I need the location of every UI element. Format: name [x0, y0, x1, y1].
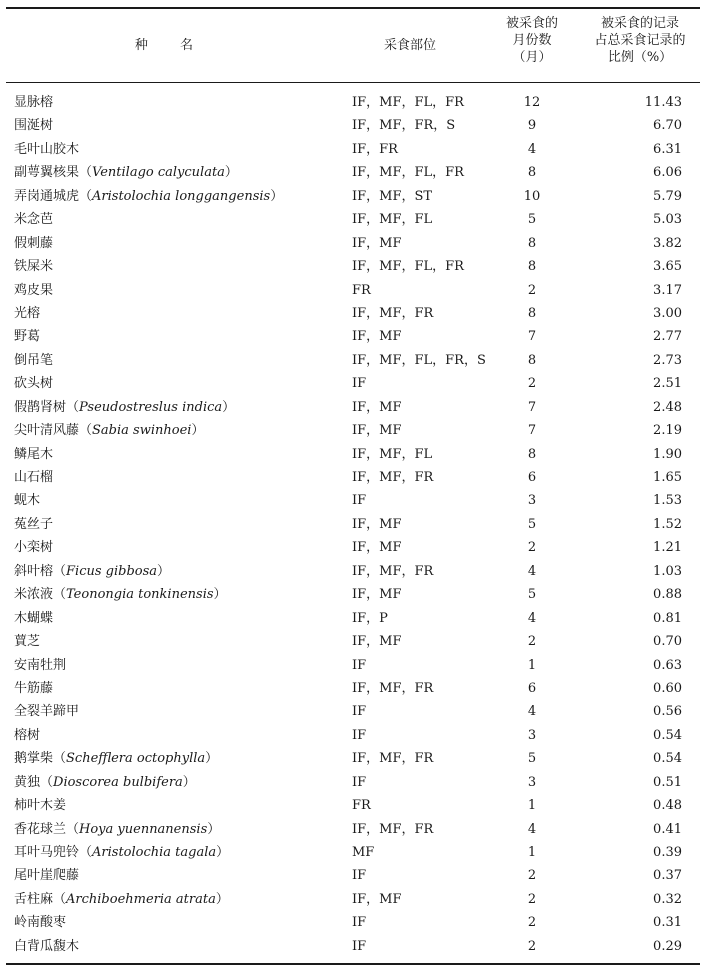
- species-chinese-name: 米念芭: [14, 212, 54, 228]
- record-ratio: 6.70: [653, 118, 682, 134]
- species-latin-name: Hoya yuennanensis: [79, 821, 208, 837]
- species-chinese-name: 安南牡荆: [14, 657, 67, 673]
- months-count: 1: [527, 845, 537, 860]
- table-row: [0, 372, 708, 395]
- bottom-rule: [6, 963, 700, 965]
- months-count: 7: [527, 399, 537, 415]
- species-chinese-name: 尖叶清风藤（: [14, 423, 93, 439]
- record-ratio: 3.82: [653, 235, 682, 251]
- table-row: [0, 560, 708, 583]
- species-chinese-name: 黄独（: [14, 774, 54, 790]
- months-count: 8: [527, 352, 537, 368]
- months-count: 7: [527, 423, 537, 439]
- species-latin-name: Pseudostreslus indica: [79, 399, 223, 415]
- feeding-parts: IF，MF: [352, 891, 402, 907]
- species-name: [14, 255, 53, 278]
- feeding-parts: IF，MF，FR: [352, 305, 434, 321]
- months-count: 7: [527, 329, 537, 345]
- table-row: [0, 677, 708, 700]
- record-ratio: 1.65: [653, 470, 682, 485]
- months-count: 4: [527, 141, 537, 157]
- species-name: [14, 443, 53, 466]
- feeding-parts: IF: [352, 704, 367, 720]
- months-count: 8: [527, 305, 537, 321]
- record-ratio: 0.63: [653, 657, 682, 673]
- feeding-parts: IF，MF: [352, 587, 402, 603]
- feeding-parts: IF，MF，FR，S: [352, 118, 456, 134]
- species-name-close-paren: ）: [270, 188, 284, 204]
- record-ratio: 0.81: [653, 610, 682, 626]
- months-count: 2: [527, 634, 537, 650]
- table-row: [0, 208, 708, 231]
- record-ratio: 0.37: [653, 868, 682, 884]
- header-months-line: （月）: [512, 50, 552, 65]
- feeding-parts: IF，MF: [352, 423, 402, 439]
- months-count: 5: [527, 516, 537, 532]
- months-count: 6: [527, 680, 537, 696]
- species-chinese-name: 木蝴蝶: [14, 610, 54, 626]
- species-name: [14, 372, 53, 395]
- feeding-parts: IF: [352, 938, 367, 954]
- feeding-parts: IF，MF，ST: [352, 188, 433, 204]
- species-chinese-name: 榕树: [14, 727, 41, 743]
- species-chinese-name: 鳞尾木: [14, 446, 54, 462]
- feeding-parts: MF: [352, 845, 375, 860]
- header-species-name: 种 名: [134, 38, 208, 53]
- feeding-parts: IF，FR: [352, 141, 398, 157]
- species-name: [14, 677, 53, 700]
- species-latin-name: Dioscorea bulbifera: [53, 774, 183, 790]
- species-chinese-name: 铁屎米: [14, 259, 54, 275]
- species-chinese-name: 舌柱麻（: [14, 891, 67, 907]
- feeding-parts: IF，MF: [352, 329, 402, 345]
- table-row: [0, 864, 708, 887]
- months-count: 2: [527, 891, 537, 907]
- species-name: [14, 771, 196, 794]
- months-count: 3: [527, 493, 537, 509]
- months-count: 5: [527, 587, 537, 603]
- species-name: [14, 911, 66, 934]
- record-ratio: 0.70: [653, 634, 682, 650]
- record-ratio: 0.51: [653, 774, 682, 790]
- table-row: [0, 232, 708, 255]
- species-chinese-name: 假鹊肾树（: [14, 399, 80, 415]
- species-name-close-paren: ）: [213, 587, 227, 603]
- table-row: [0, 888, 708, 911]
- feeding-parts: FR: [352, 282, 371, 298]
- species-latin-name: Teonongia tonkinensis: [66, 587, 214, 603]
- species-chinese-name: 尾叶崖爬藤: [14, 868, 80, 884]
- species-name: [14, 302, 40, 325]
- months-count: 8: [527, 165, 537, 181]
- months-count: 10: [523, 188, 541, 204]
- species-name-close-paren: ）: [216, 845, 230, 860]
- species-name: [14, 279, 53, 302]
- species-name: [14, 161, 238, 184]
- header-ratio: [580, 15, 700, 66]
- months-count: 4: [527, 610, 537, 626]
- record-ratio: 5.03: [653, 212, 682, 228]
- table-row: [0, 513, 708, 536]
- feeding-parts: IF，MF，FR: [352, 470, 434, 485]
- months-count: 2: [527, 915, 537, 931]
- table-row: [0, 302, 708, 325]
- record-ratio: 0.41: [653, 821, 682, 837]
- species-name-close-paren: ）: [205, 751, 219, 767]
- species-chinese-name: 菟丝子: [14, 516, 54, 532]
- feeding-parts: IF，MF: [352, 235, 402, 251]
- species-chinese-name: 牛筋藤: [14, 680, 54, 696]
- species-latin-name: Ventilago calyculata: [92, 165, 225, 181]
- species-chinese-name: 米浓液（: [14, 587, 67, 603]
- table-row: [0, 794, 708, 817]
- species-chinese-name: 蚬木: [14, 493, 41, 509]
- species-name: [14, 419, 204, 442]
- species-latin-name: Aristolochia tagala: [92, 845, 217, 860]
- feeding-parts: IF，MF，FL，FR: [352, 165, 464, 181]
- feeding-parts: IF，MF，FR: [352, 751, 434, 767]
- feeding-parts: IF: [352, 915, 367, 931]
- months-count: 2: [527, 376, 537, 392]
- feeding-parts: IF: [352, 727, 367, 743]
- record-ratio: 0.56: [653, 704, 682, 720]
- record-ratio: 0.32: [653, 891, 682, 907]
- months-count: 2: [527, 540, 537, 556]
- table-row: [0, 161, 708, 184]
- species-name: [14, 794, 66, 817]
- months-count: 8: [527, 446, 537, 462]
- species-chinese-name: 弄岗通城虎（: [14, 188, 93, 204]
- species-name: [14, 583, 227, 606]
- species-chinese-name: 围涎树: [14, 118, 54, 134]
- feeding-parts: FR: [352, 798, 371, 814]
- species-chinese-name: 鸡皮果: [14, 282, 54, 298]
- species-latin-name: Sabia swinhoei: [92, 423, 192, 439]
- species-name: [14, 138, 79, 161]
- header-months: [484, 15, 580, 66]
- species-name-close-paren: ）: [224, 165, 238, 181]
- species-latin-name: Aristolochia longgangensis: [92, 188, 271, 204]
- table-row: [0, 443, 708, 466]
- months-count: 2: [527, 938, 537, 954]
- record-ratio: 1.21: [653, 540, 682, 556]
- feeding-parts: IF，MF，FR: [352, 563, 434, 579]
- species-name: [14, 724, 40, 747]
- record-ratio: 3.17: [653, 282, 682, 298]
- species-chinese-name: 斜叶榕（: [14, 563, 67, 579]
- record-ratio: 0.60: [653, 680, 682, 696]
- record-ratio: 0.54: [653, 751, 682, 767]
- species-chinese-name: 砍头树: [14, 376, 54, 392]
- feeding-parts: IF，MF，FR: [352, 680, 434, 696]
- feeding-parts: IF，P: [352, 610, 388, 626]
- months-count: 2: [527, 868, 537, 884]
- record-ratio: 1.03: [653, 563, 682, 579]
- species-name: [14, 560, 170, 583]
- record-ratio: 2.51: [653, 376, 682, 392]
- species-name: [14, 888, 229, 911]
- record-ratio: 6.31: [653, 141, 682, 157]
- species-name: [14, 935, 79, 958]
- species-name: [14, 700, 79, 723]
- months-count: 9: [527, 118, 537, 134]
- table-row: [0, 654, 708, 677]
- species-name: [14, 654, 66, 677]
- species-name-close-paren: ）: [207, 821, 221, 837]
- table-row: [0, 935, 708, 958]
- feeding-parts: IF，MF，FL，FR: [352, 95, 464, 110]
- feeding-parts: IF: [352, 376, 367, 392]
- months-count: 1: [527, 657, 537, 673]
- header-ratio-line: 占总采食记录的: [594, 33, 686, 48]
- species-chinese-name: 假刺藤: [14, 235, 54, 251]
- months-count: 6: [527, 470, 537, 485]
- species-name: [14, 513, 53, 536]
- feeding-parts: IF，MF: [352, 399, 402, 415]
- species-latin-name: Schefflera octophylla: [66, 751, 206, 767]
- feeding-parts: IF，MF，FL: [352, 212, 433, 228]
- table-row: [0, 841, 708, 864]
- table-row: [0, 396, 708, 419]
- feeding-parts: IF: [352, 868, 367, 884]
- months-count: 5: [527, 751, 537, 767]
- species-name: [14, 489, 40, 512]
- months-count: 4: [527, 704, 537, 720]
- record-ratio: 0.39: [653, 845, 682, 860]
- feeding-parts: IF，MF: [352, 516, 402, 532]
- months-count: 2: [527, 282, 537, 298]
- table-row: [0, 489, 708, 512]
- species-latin-name: Archiboehmeria atrata: [66, 891, 216, 907]
- table-row: [0, 536, 708, 559]
- table-row: [0, 91, 708, 114]
- header-ratio-line: 被采食的记录: [600, 16, 679, 31]
- species-chinese-name: 小栾树: [14, 540, 54, 556]
- feeding-parts: IF，MF: [352, 634, 402, 650]
- record-ratio: 1.52: [653, 516, 682, 532]
- record-ratio: 0.29: [653, 938, 682, 954]
- table-body: [0, 91, 708, 958]
- record-ratio: 1.90: [653, 446, 682, 462]
- species-name: [14, 841, 229, 864]
- record-ratio: 3.00: [653, 305, 682, 321]
- species-name: [14, 232, 53, 255]
- feeding-parts: IF，MF，FL，FR，S: [352, 352, 486, 368]
- table-row: [0, 724, 708, 747]
- species-chinese-name: 岭南酸枣: [14, 915, 67, 931]
- species-chinese-name: 柿叶木姜: [14, 798, 67, 814]
- species-chinese-name: 全裂羊蹄甲: [14, 704, 80, 720]
- species-chinese-name: 野葛: [14, 329, 41, 345]
- species-chinese-name: 蕒芝: [14, 634, 41, 650]
- species-chinese-name: 倒吊笔: [14, 352, 54, 368]
- species-name: [14, 466, 53, 489]
- top-rule: [6, 7, 700, 9]
- table-row: [0, 279, 708, 302]
- species-chinese-name: 光榕: [14, 305, 41, 321]
- months-count: 4: [527, 821, 537, 837]
- table-row: [0, 466, 708, 489]
- species-name: [14, 536, 53, 559]
- header-ratio-line: 比例（%）: [607, 50, 673, 65]
- species-name-close-paren: ）: [215, 891, 229, 907]
- months-count: 8: [527, 259, 537, 275]
- species-chinese-name: 白背瓜馥木: [14, 938, 80, 954]
- header-feeding-parts: 采食部位: [383, 38, 436, 53]
- table-row: [0, 419, 708, 442]
- header-rule: [6, 82, 700, 83]
- species-name: [14, 747, 218, 770]
- species-chinese-name: 鹅掌柴（: [14, 751, 67, 767]
- table-row: [0, 630, 708, 653]
- species-name: [14, 114, 53, 137]
- months-count: 1: [527, 798, 537, 814]
- feeding-parts: IF，MF，FL，FR: [352, 259, 464, 275]
- species-chinese-name: 香花球兰（: [14, 821, 80, 837]
- species-name: [14, 91, 53, 114]
- table-row: [0, 771, 708, 794]
- species-name: [14, 349, 53, 372]
- record-ratio: 5.79: [653, 188, 682, 204]
- table-row: [0, 583, 708, 606]
- species-name: [14, 208, 53, 231]
- species-chinese-name: 耳叶马兜铃（: [14, 845, 93, 860]
- record-ratio: 2.48: [653, 399, 682, 415]
- months-count: 12: [523, 95, 541, 110]
- record-ratio: 2.77: [653, 329, 682, 345]
- table-row: [0, 747, 708, 770]
- table-row: [0, 138, 708, 161]
- table-row: [0, 349, 708, 372]
- months-count: 8: [527, 235, 537, 251]
- species-name-close-paren: ）: [157, 563, 171, 579]
- feeding-parts: IF: [352, 774, 367, 790]
- record-ratio: 0.54: [653, 727, 682, 743]
- species-name: [14, 864, 79, 887]
- species-chinese-name: 毛叶山胶木: [14, 141, 80, 157]
- species-name-close-paren: ）: [182, 774, 196, 790]
- feeding-parts: IF，MF，FL: [352, 446, 433, 462]
- header-months-line: 月份数: [512, 33, 552, 48]
- table-row: [0, 818, 708, 841]
- feeding-parts: IF: [352, 493, 367, 509]
- table-row: [0, 700, 708, 723]
- table-row: [0, 607, 708, 630]
- months-count: 4: [527, 563, 537, 579]
- species-name: [14, 818, 220, 841]
- feeding-parts: IF，MF: [352, 540, 402, 556]
- record-ratio: 0.88: [653, 587, 682, 603]
- species-name-close-paren: ）: [222, 399, 236, 415]
- species-name-close-paren: ）: [191, 423, 205, 439]
- species-latin-name: Ficus gibbosa: [66, 563, 158, 579]
- record-ratio: 3.65: [653, 259, 682, 275]
- months-count: 3: [527, 774, 537, 790]
- record-ratio: 6.06: [653, 165, 682, 181]
- table-row: [0, 114, 708, 137]
- record-ratio: 2.19: [653, 423, 682, 439]
- species-chinese-name: 显脉榕: [14, 95, 54, 110]
- feeding-parts: IF，MF，FR: [352, 821, 434, 837]
- record-ratio: 2.73: [653, 352, 682, 368]
- species-name: [14, 325, 40, 348]
- species-name: [14, 396, 235, 419]
- table-row: [0, 185, 708, 208]
- table-row: [0, 325, 708, 348]
- species-chinese-name: 副萼翼核果（: [14, 165, 93, 181]
- months-count: 5: [527, 212, 537, 228]
- species-name: [14, 185, 283, 208]
- species-name: [14, 630, 40, 653]
- record-ratio: 11.43: [644, 95, 682, 110]
- record-ratio: 0.48: [653, 798, 682, 814]
- table-row: [0, 255, 708, 278]
- table-row: [0, 911, 708, 934]
- feeding-parts: IF: [352, 657, 367, 673]
- species-chinese-name: 山石榴: [14, 470, 54, 485]
- record-ratio: 0.31: [653, 915, 682, 931]
- header-months-line: 被采食的: [505, 16, 558, 31]
- species-name: [14, 607, 53, 630]
- record-ratio: 1.53: [653, 493, 682, 509]
- months-count: 3: [527, 727, 537, 743]
